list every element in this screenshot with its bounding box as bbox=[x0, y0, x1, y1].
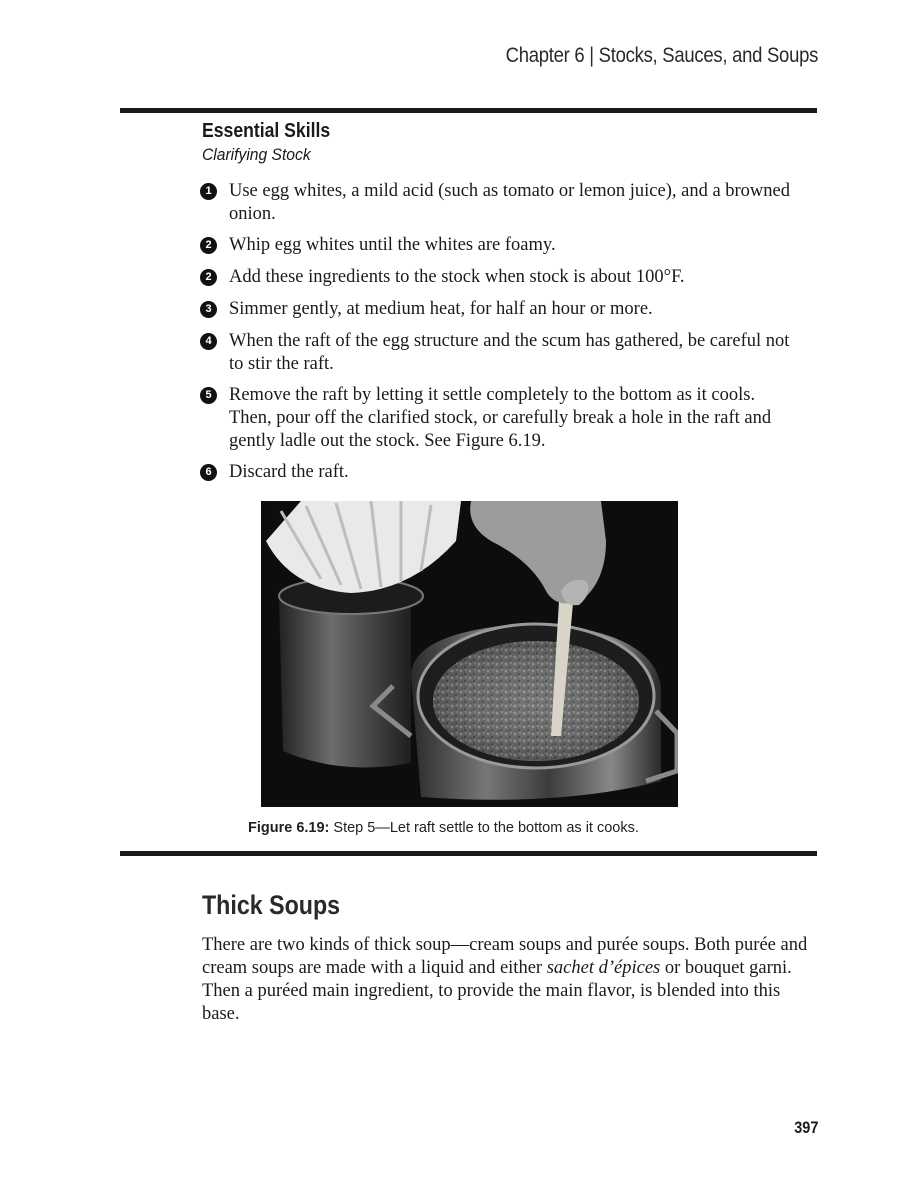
strainer-body bbox=[279, 596, 411, 767]
section-body bbox=[202, 934, 812, 1026]
box-top-rule bbox=[120, 108, 817, 113]
raft-shading bbox=[433, 641, 639, 761]
step-number-icon: 1 bbox=[200, 183, 217, 200]
step-text: Add these ingredients to the stock when stock is about 100°F. bbox=[229, 267, 685, 287]
step-item bbox=[200, 384, 800, 453]
essential-skills-title: Essential Skills bbox=[202, 120, 331, 142]
figure-caption-text: Step 5—Let raft settle to the bottom as it cooks. bbox=[329, 820, 639, 836]
section-heading: Thick Soups bbox=[202, 890, 341, 920]
step-text: Whip egg whites until the whites are foamy. bbox=[229, 235, 556, 255]
body-text-part: There are two kinds of thick soup—cream soups and purée soups. Both purée and cream soups are made with a liquid and either bbox=[202, 935, 808, 978]
step-number-icon: 2 bbox=[200, 237, 217, 254]
body-text-part: or bouquet garni. Then a puréed main ingredient, to provide the main flavor, is blended into this base. bbox=[202, 958, 792, 1024]
step-text: Remove the raft by letting it settle completely to the bottom as it cools. Then, pour off the clarified stock, or carefully break a hole in the raft and gently ladle out the stock. See Figure 6.19. bbox=[229, 385, 772, 451]
figure-label: Figure 6.19: bbox=[248, 820, 330, 836]
body-text-italic: sachet d’épices bbox=[546, 958, 661, 978]
figure-caption bbox=[248, 820, 639, 836]
step-text: Simmer gently, at medium heat, for half an hour or more. bbox=[229, 299, 653, 319]
step-text: Use egg whites, a mild acid (such as tomato or lemon juice), and a browned onion. bbox=[229, 181, 791, 224]
page-number: 397 bbox=[793, 1118, 818, 1137]
step-item bbox=[200, 461, 800, 484]
box-bottom-rule bbox=[120, 851, 817, 856]
step-number-icon: 5 bbox=[200, 387, 217, 404]
figure-photo bbox=[261, 501, 678, 807]
step-text: Discard the raft. bbox=[229, 462, 349, 482]
step-number-icon: 2 bbox=[200, 269, 217, 286]
stockpot-raft-illustration bbox=[261, 501, 678, 807]
steps-list bbox=[200, 180, 800, 484]
step-item bbox=[200, 298, 800, 321]
step-number-icon: 4 bbox=[200, 333, 217, 350]
essential-skills-subtitle: Clarifying Stock bbox=[202, 145, 311, 164]
step-number-icon: 6 bbox=[200, 464, 217, 481]
step-item bbox=[200, 330, 800, 376]
running-head: Chapter 6 | Stocks, Sauces, and Soups bbox=[505, 44, 818, 67]
step-number-icon: 3 bbox=[200, 301, 217, 318]
step-item bbox=[200, 266, 800, 289]
step-item bbox=[200, 234, 800, 257]
step-item bbox=[200, 180, 800, 226]
step-text: When the raft of the egg structure and the scum has gathered, be careful not to stir the raft. bbox=[229, 331, 790, 374]
